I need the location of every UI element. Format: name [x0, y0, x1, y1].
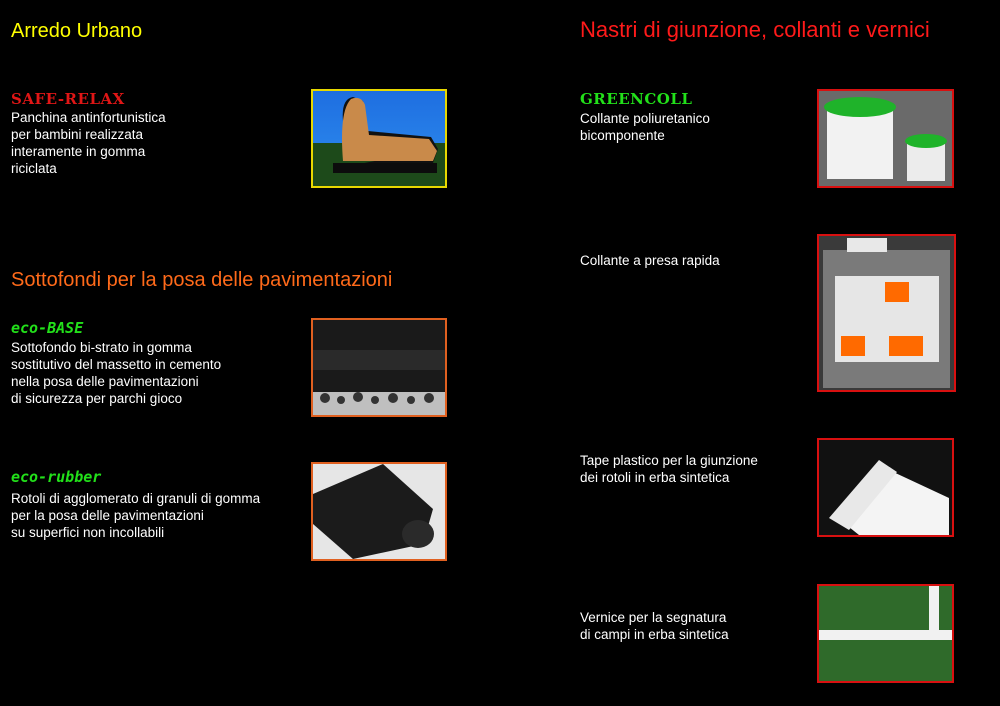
- brand-safe-relax[interactable]: SAFE-RELAX: [11, 90, 125, 108]
- glue-can-illustration: [819, 236, 954, 390]
- collante-rapida-description: Collante a presa rapida: [580, 253, 720, 268]
- brand-eco-rubber[interactable]: eco-rubber: [11, 468, 102, 486]
- tape-roll-illustration: [819, 440, 952, 535]
- brand-eco-base[interactable]: eco-BASE: [11, 319, 84, 337]
- greencoll-description: Collante poliuretanico bicomponente: [580, 111, 710, 143]
- eco-rubber-description: Rotoli di agglomerato di granuli di gomma per la posa delle pavimentazioni su superfici non incollabili: [11, 491, 261, 540]
- rubber-base-illustration: [313, 320, 445, 415]
- collante-rapida-image[interactable]: [817, 234, 956, 392]
- eco-rubber-image[interactable]: [311, 462, 447, 561]
- section-heading-arredo-urbano: Arredo Urbano: [11, 20, 143, 42]
- bench-illustration: [313, 91, 445, 186]
- safe-relax-description: Panchina antinfortunistica per bambini realizzata interamente in gomma riciclata: [11, 110, 166, 176]
- eco-base-image[interactable]: [311, 318, 447, 417]
- section-heading-sottofondi: Sottofondi per la posa delle pavimentazioni: [11, 269, 393, 291]
- tape-description: Tape plastico per la giunzione dei rotoli in erba sintetica: [580, 453, 758, 485]
- brand-greencoll[interactable]: GREENCOLL: [580, 90, 693, 108]
- painted-turf-illustration: [819, 586, 952, 681]
- tape-image[interactable]: [817, 438, 954, 537]
- glue-buckets-illustration: [819, 91, 952, 186]
- eco-base-description: Sottofondo bi-strato in gomma sostitutivo del massetto in cemento nella posa delle pavimentazioni di sicurezza per parchi gioco: [11, 340, 222, 406]
- safe-relax-image[interactable]: [311, 89, 447, 188]
- greencoll-image[interactable]: [817, 89, 954, 188]
- vernice-image[interactable]: [817, 584, 954, 683]
- section-heading-nastri: Nastri di giunzione, collanti e vernici: [580, 17, 930, 42]
- vernice-description: Vernice per la segnatura di campi in erba sintetica: [580, 610, 729, 642]
- rubber-roll-illustration: [313, 464, 445, 559]
